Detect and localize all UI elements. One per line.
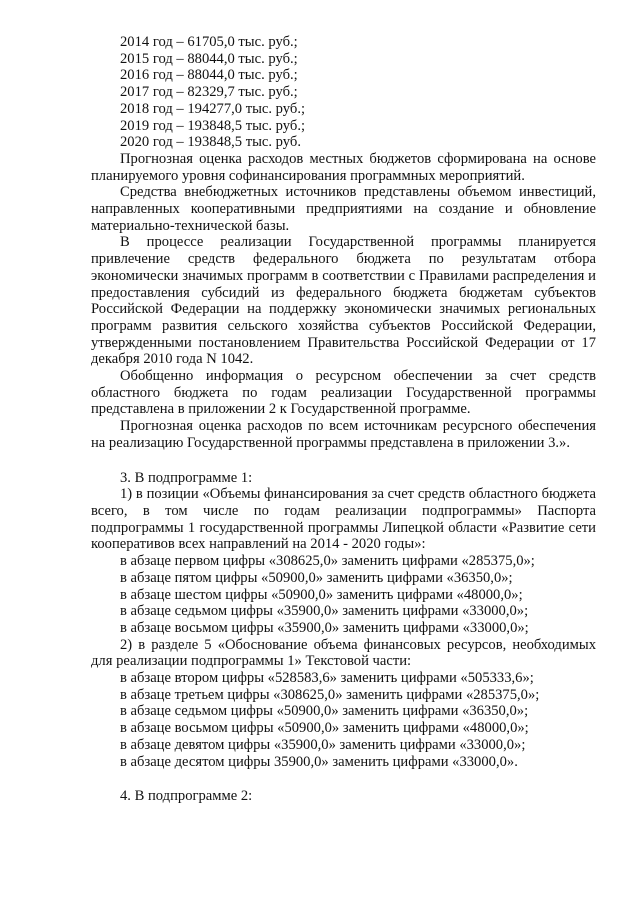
replacement-line: в абзаце третьем цифры «308625,0» заменить цифрами «285375,0»; [120,686,540,703]
replacement-line: в абзаце пятом цифры «50900,0» заменить цифрами «36350,0»; [120,569,513,586]
paragraph-local-budgets: Прогнозная оценка расходов местных бюджетов сформирована на основе планируемого уровня софинансирования программных мероприятий. [91,150,596,184]
section-3-item-1-list [91,553,596,637]
replacement-line: в абзаце втором цифры «528583,6» заменить цифрами «505333,6»; [120,670,534,687]
replacement-line: в абзаце девятом цифры «35900,0» заменить цифрами «33000,0»; [120,736,526,753]
finance-year-line: 2019 год – 193848,5 тыс. руб.; [120,117,306,134]
finance-years-list [91,34,596,151]
paragraph-federal-budget: В процессе реализации Государственной программы планируется привлечение средств федерального бюджета по результатам отбора экономически значимых программ в соответствии с Правилами распределения и предоставления субсидий из федерального бюджета бюджетам субъектов Российской Федерации на поддержку экономически значимых региональных программ развития сельского хозяйства субъектов Российской Федерации, утвержденными постановлением Правительства Российской Федерации от 17 декабря 2010 года N 1042. [91,234,596,368]
replacement-line: в абзаце восьмом цифры «50900,0» заменить цифрами «48000,0»; [120,720,529,737]
section-3-item-2: 2) в разделе 5 «Обоснование объема финансовых ресурсов, необходимых для реализации подпрограммы 1» Текстовой части: [91,636,596,670]
document-body [91,34,596,805]
section-3-item-2-list [91,670,596,770]
finance-year-line: 2016 год – 88044,0 тыс. руб.; [120,67,298,84]
replacement-line: в абзаце шестом цифры «50900,0» заменить цифрами «48000,0»; [120,586,523,603]
paragraph-forecast-estimate: Прогнозная оценка расходов по всем источникам ресурсного обеспечения на реализацию Государственной программы представлена в приложении 3.». [91,418,596,451]
replacement-line: в абзаце восьмом цифры «35900,0» заменить цифрами «33000,0»; [120,619,529,636]
section-3-item-1: 1) в позиции «Объемы финансирования за счет средств областного бюджета всего, в том числе по годам реализации подпрограммы» Паспорта подпрограммы 1 государственной программы Липецкой области «Развитие сети кооперативов всех направлений на 2014 - 2020 годы»: [91,486,596,553]
spacer [91,452,596,470]
paragraph-extrabudgetary: Средства внебюджетных источников представлены объемом инвестиций, направленных кооперативными предприятиями на создание и обновление материально-технической базы. [91,184,596,234]
finance-year-line: 2015 год – 88044,0 тыс. руб.; [120,50,298,67]
finance-year-line: 2018 год – 194277,0 тыс. руб.; [120,100,306,117]
section-4-heading: 4. В подпрограмме 2: [120,788,253,805]
replacement-line: в абзаце седьмом цифры «50900,0» заменить цифрами «36350,0»; [120,703,529,720]
finance-year-line: 2014 год – 61705,0 тыс. руб.; [120,34,298,50]
replacement-line: в абзаце десятом цифры 35900,0» заменить цифрами «33000,0». [120,753,518,770]
finance-year-line: 2017 год – 82329,7 тыс. руб.; [120,84,298,101]
replacement-line: в абзаце первом цифры «308625,0» заменить цифрами «285375,0»; [120,553,535,570]
spacer [91,770,596,788]
finance-year-line: 2020 год – 193848,5 тыс. руб. [120,134,301,151]
replacement-line: в абзаце седьмом цифры «35900,0» заменить цифрами «33000,0»; [120,603,529,620]
section-3-heading: 3. В подпрограмме 1: [120,469,253,486]
paragraph-regional-resources: Обобщенно информация о ресурсном обеспечении за счет средств областного бюджета по годам реализации Государственной программы представлена в приложении 2 к Государственной программе. [91,368,596,418]
